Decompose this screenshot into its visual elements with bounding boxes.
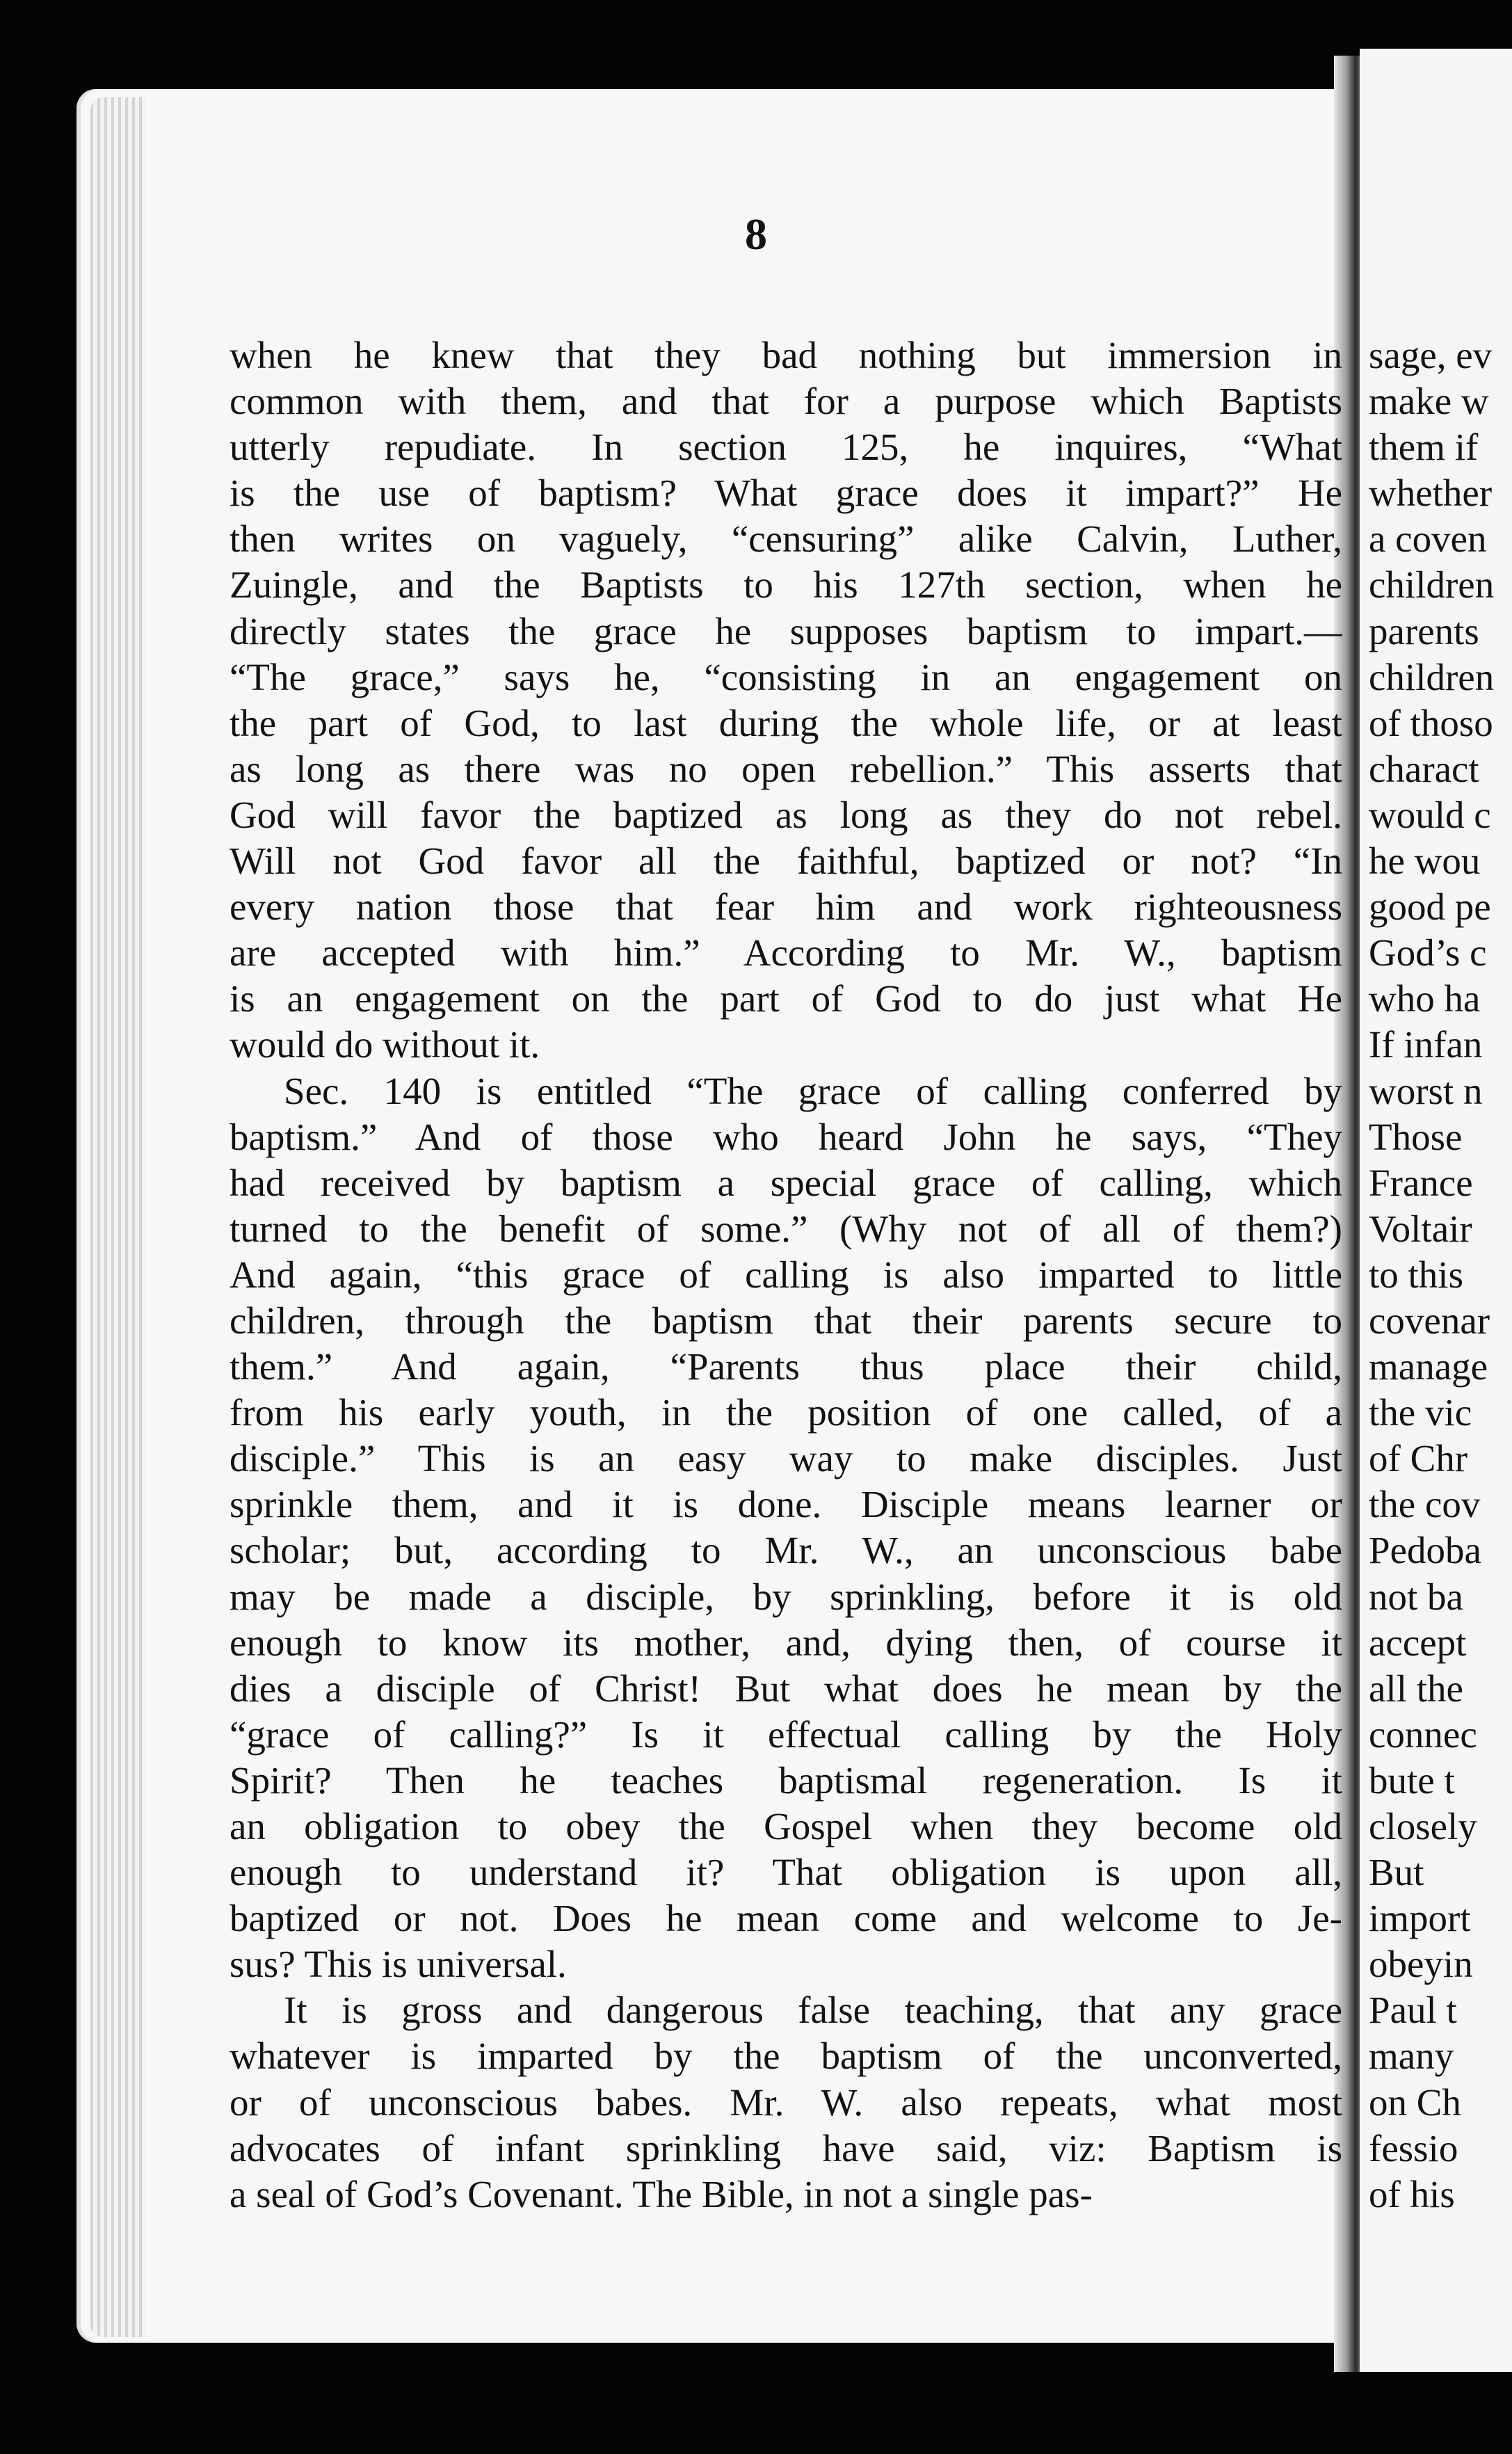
- right-text-line: accept: [1369, 1621, 1467, 1664]
- right-text-line: children: [1369, 563, 1495, 607]
- right-text-line: fessio: [1369, 2126, 1458, 2170]
- right-text-line: charact: [1369, 747, 1479, 790]
- text-line: sus? This is universal.: [230, 1943, 567, 1986]
- right-text-line: France: [1369, 1161, 1473, 1204]
- right-text-line: whether: [1369, 472, 1493, 515]
- text-line: would do without it.: [230, 1023, 540, 1066]
- right-text-line: bute t: [1369, 1758, 1455, 1802]
- right-text-line: obeyin: [1369, 1943, 1473, 1986]
- text-line: dies a disciple of Christ! But what does he mean by the: [230, 1667, 1342, 1710]
- text-line: when he knew that they bad nothing but immersion in: [230, 334, 1342, 376]
- text-line: turned to the benefit of some.” (Why not of all of them?): [230, 1207, 1342, 1250]
- text-line: utterly repudiate. In section 125, he inquires, “What: [230, 426, 1342, 469]
- right-text-line: of thoso: [1369, 701, 1493, 744]
- right-text-line: to this: [1369, 1253, 1463, 1296]
- text-line: is an engagement on the part of God to do just what He: [230, 977, 1342, 1020]
- right-text-line: sage, ev: [1369, 334, 1493, 376]
- text-line: then writes on vaguely, “censuring” alike Calvin, Luther,: [230, 518, 1342, 561]
- text-line: enough to understand it? That obligation is upon all,: [230, 1851, 1342, 1894]
- text-line: Sec. 140 is entitled “The grace of calling conferred by: [284, 1069, 1342, 1112]
- text-line: are accepted with him.” According to Mr. W., baptism: [230, 931, 1342, 975]
- right-text-line: children: [1369, 655, 1495, 698]
- right-page-text: [1369, 332, 1512, 2218]
- text-line: Zuingle, and the Baptists to his 127th section, when he: [230, 563, 1342, 607]
- text-line: is the use of baptism? What grace does it impart?” He: [230, 472, 1342, 515]
- right-text-line: many: [1369, 2035, 1454, 2078]
- right-text-line: Pedoba: [1369, 1529, 1481, 1572]
- text-line: sprinkle them, and it is done. Disciple means learner or: [230, 1483, 1342, 1526]
- text-line: them.” And again, “Parents thus place their child,: [230, 1345, 1342, 1388]
- right-text-line: make w: [1369, 380, 1489, 423]
- text-line: Spirit? Then he teaches baptismal regeneration. Is it: [230, 1758, 1342, 1802]
- right-text-line: Paul t: [1369, 1989, 1457, 2032]
- right-text-line: good pe: [1369, 885, 1491, 929]
- page-number: 8: [745, 209, 767, 259]
- right-text-line: Those: [1369, 1115, 1463, 1158]
- text-line: baptism.” And of those who heard John he says, “They: [230, 1115, 1342, 1158]
- text-line: advocates of infant sprinkling have said, viz: Baptism is: [230, 2126, 1342, 2170]
- text-line: whatever is imparted by the baptism of the unconverted,: [230, 2035, 1342, 2078]
- right-text-line: of Chr: [1369, 1437, 1468, 1480]
- right-text-line: who ha: [1369, 977, 1481, 1020]
- text-line: a seal of God’s Covenant. The Bible, in not a single pas-: [230, 2172, 1093, 2215]
- text-line: common with them, and that for a purpose which Baptists: [230, 380, 1342, 423]
- text-line: baptized or not. Does he mean come and welcome to Je-: [230, 1897, 1342, 1940]
- text-line: as long as there was no open rebellion.” This asserts that: [230, 747, 1342, 790]
- right-text-line: import: [1369, 1897, 1471, 1940]
- text-line: every nation those that fear him and work righteousness: [230, 885, 1342, 929]
- text-line: children, through the baptism that their parents secure to: [230, 1299, 1342, 1342]
- right-text-line: covenar: [1369, 1299, 1490, 1342]
- right-text-line: of his: [1369, 2172, 1455, 2215]
- text-line: may be made a disciple, by sprinkling, before it is old: [230, 1575, 1342, 1618]
- right-text-line: But: [1369, 1851, 1424, 1894]
- page-edge-binding: [90, 97, 146, 2337]
- right-text-line: all the: [1369, 1667, 1463, 1710]
- right-text-line: Voltair: [1369, 1207, 1472, 1250]
- right-text-line: worst n: [1369, 1069, 1483, 1112]
- text-line: God will favor the baptized as long as they do not rebel.: [230, 793, 1342, 836]
- text-line: directly states the grace he supposes baptism to impart.—: [230, 609, 1342, 652]
- right-text-line: on Ch: [1369, 2080, 1461, 2124]
- right-text-line: the vic: [1369, 1391, 1472, 1434]
- text-line: Will not God favor all the faithful, baptized or not? “In: [230, 840, 1342, 883]
- right-text-line: manage: [1369, 1345, 1488, 1388]
- right-text-line: parents: [1369, 609, 1479, 652]
- text-line: had received by baptism a special grace of calling, which: [230, 1161, 1342, 1204]
- text-line: the part of God, to last during the whole life, or at least: [230, 701, 1342, 744]
- text-line: disciple.” This is an easy way to make disciples. Just: [230, 1437, 1342, 1480]
- text-line: enough to know its mother, and, dying then, of course it: [230, 1621, 1342, 1664]
- right-text-line: the cov: [1369, 1483, 1481, 1526]
- text-line: And again, “this grace of calling is also imparted to little: [230, 1253, 1342, 1296]
- right-text-line: God’s c: [1369, 931, 1487, 975]
- text-line: “grace of calling?” Is it effectual calling by the Holy: [230, 1713, 1342, 1756]
- text-line: from his early youth, in the position of one called, of a: [230, 1391, 1342, 1434]
- right-text-line: a coven: [1369, 518, 1487, 561]
- text-line: “The grace,” says he, “consisting in an engagement on: [230, 655, 1342, 698]
- right-text-line: would c: [1369, 793, 1491, 836]
- right-text-line: them if: [1369, 426, 1479, 469]
- right-text-line: If infan: [1369, 1023, 1483, 1066]
- right-text-line: connec: [1369, 1713, 1477, 1756]
- text-line: scholar; but, according to Mr. W., an unconscious babe: [230, 1529, 1342, 1572]
- left-page-text: [230, 332, 1342, 2218]
- text-line: an obligation to obey the Gospel when they become old: [230, 1805, 1342, 1847]
- right-text-line: he wou: [1369, 840, 1481, 883]
- right-text-line: not ba: [1369, 1575, 1463, 1618]
- text-line: or of unconscious babes. Mr. W. also repeats, what most: [230, 2080, 1342, 2124]
- right-text-line: closely: [1369, 1805, 1477, 1847]
- text-line: It is gross and dangerous false teaching, that any grace: [284, 1989, 1342, 2032]
